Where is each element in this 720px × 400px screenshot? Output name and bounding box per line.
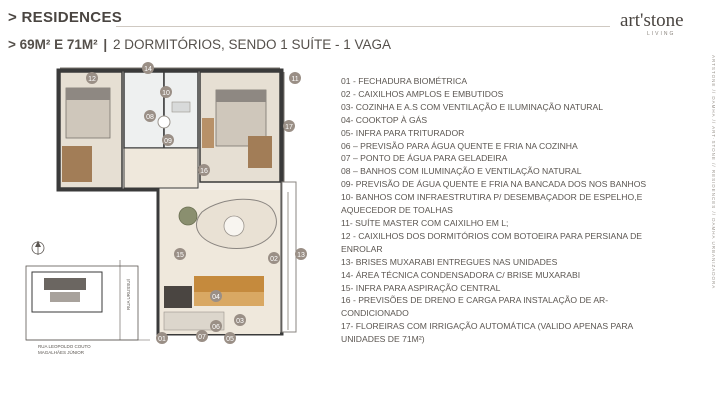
plan-marker-07: [196, 330, 208, 342]
unit-areas: > 69M² E 71M²: [8, 37, 98, 52]
marker-label-04: 04: [212, 294, 220, 301]
plan-marker-14: [142, 62, 154, 74]
legend-item: 10- BANHOS COM INFRAESTRUTIRA P/ DESEMBAÇADOR DE ESPELHO,E AQUECEDOR DE TOALHAS: [341, 192, 643, 216]
plan-marker-11: [289, 72, 301, 84]
unit-description: 2 DORMITÓRIOS, SENDO 1 SUÍTE - 1 VAGA: [112, 37, 392, 52]
legend-item: 15- INFRA PARA ASPIRAÇÃO CENTRAL: [341, 282, 501, 293]
brand-logo: art'stone: [620, 10, 684, 31]
plan-marker-03: [234, 314, 246, 326]
legend-item: 11- SUÍTE MASTER COM CAIXILHO EM L;: [341, 217, 509, 228]
north-arrow-icon: [32, 241, 44, 255]
marker-label-12: 12: [88, 76, 96, 83]
bottom-margin: [0, 370, 720, 400]
legend-item: 05- INFRA PARA TRITURADOR: [341, 127, 465, 138]
unit-subtitle: [8, 37, 391, 52]
vertical-brand-strip: ARTSTONE // DAMHA // ART·STONE // RESIDENCES // DAMHA URBANIZADORA: [711, 55, 716, 290]
plan-marker-06: [210, 320, 222, 332]
plan-marker-15: [174, 248, 186, 260]
plan-marker-16: [198, 164, 210, 176]
marker-label-13: 13: [297, 252, 305, 259]
marker-label-09: 09: [164, 138, 172, 145]
plan-marker-17: [283, 120, 295, 132]
marker-label-08: 08: [146, 114, 154, 121]
brand-logo-subtitle: LIVING: [647, 31, 676, 37]
marker-label-16: 16: [200, 168, 208, 175]
legend-item: 14- ÁREA TÉCNICA CONDENSADORA C/ BRISE MUXARABI: [341, 269, 581, 280]
plan-marker-12: [86, 72, 98, 84]
plan-marker-10: [160, 86, 172, 98]
street-label-right: RUA URUSSUÍ: [126, 279, 131, 310]
header-divider: [116, 26, 610, 27]
legend-item: 06 – PREVISÃO PARA ÁGUA QUENTE E FRIA NA COZINHA: [341, 140, 578, 151]
marker-label-15: 15: [176, 252, 184, 259]
features-legend: [341, 75, 671, 346]
legend-item: 09- PREVISÃO DE ÁGUA QUENTE E FRIA NA BANCADA DOS NOS BANHOS: [341, 179, 647, 190]
plan-marker-02: [268, 252, 280, 264]
marker-label-01: 01: [158, 336, 166, 343]
legend-item: 07 – PONTO DE ÁGUA PARA GELADEIRA: [341, 153, 508, 164]
legend-item: 02 - CAIXILHOS AMPLOS E EMBUTIDOS: [341, 88, 504, 99]
marker-label-17: 17: [285, 124, 293, 131]
page-title: > RESIDENCES: [8, 9, 123, 26]
street-label-bottom-1: RUA LEOPOLDO COUTO: [38, 344, 91, 349]
marker-label-02: 02: [270, 256, 278, 263]
site-plan: [20, 240, 160, 360]
plan-marker-04: [210, 290, 222, 302]
legend-item: 13- BRISES MUXARABI ENTREGUES NAS UNIDADES: [341, 256, 558, 267]
legend-item: 08 – BANHOS COM ILUMINAÇÃO E VENTILAÇÃO NATURAL: [341, 166, 582, 177]
legend-item: 01 - FECHADURA BIOMÉTRICA: [341, 76, 468, 86]
marker-label-14: 14: [144, 66, 152, 73]
marker-label-06: 06: [212, 324, 220, 331]
legend-item: 04- COOKTOP À GÁS: [341, 114, 428, 125]
plan-marker-13: [295, 248, 307, 260]
legend-item: 16 - PREVISÕES DE DRENO E CARGA PARA INSTALAÇÃO DE AR-CONDICIONADO: [341, 295, 609, 319]
legend-item: 03- COZINHA E A.S COM VENTILAÇÃO E ILUMINAÇÃO NATURAL: [341, 101, 604, 112]
marker-label-11: 11: [291, 76, 299, 83]
marker-label-10: 10: [162, 90, 170, 97]
plan-marker-05: [224, 332, 236, 344]
legend-item: 17- FLOREIRAS COM IRRIGAÇÃO AUTOMÁTICA (VALIDO APENAS PARA UNIDADES DE 71M²): [341, 321, 633, 345]
street-label-bottom-2: MAGALHÃES JÚNIOR: [38, 350, 85, 355]
marker-label-03: 03: [236, 318, 244, 325]
marker-label-05: 05: [226, 336, 234, 343]
marker-label-07: 07: [198, 334, 206, 341]
subtitle-separator: |: [103, 37, 108, 52]
legend-item: 12 - CAIXILHOS DOS DORMITÓRIOS COM BOTOEIRA PARA PERSIANA DE ENROLAR: [341, 230, 643, 254]
plan-marker-09: [162, 134, 174, 146]
plan-marker-08: [144, 110, 156, 122]
